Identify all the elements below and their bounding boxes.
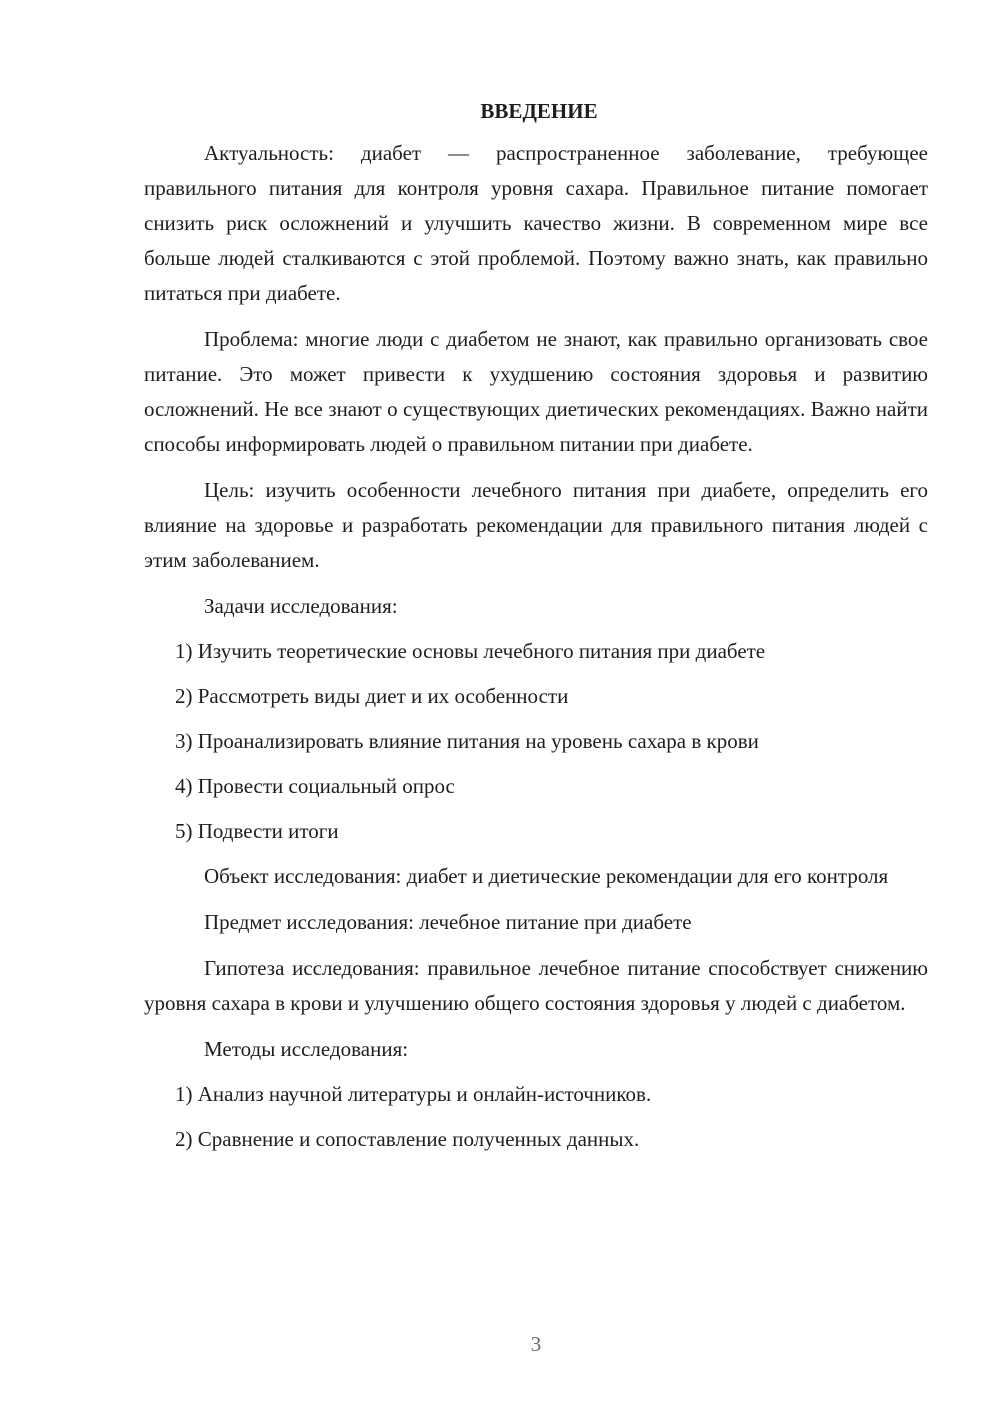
list-item: 1) Изучить теоретические основы лечебного питания при диабете (175, 639, 766, 663)
list-item: 3) Проанализировать влияние питания на уровень сахара в крови (175, 729, 759, 753)
list-item: 5) Подвести итоги (175, 819, 339, 843)
methods-heading: Методы исследования: (204, 1037, 409, 1061)
object-paragraph: Объект исследования: диабет и диетические рекомендации для его контроля (204, 864, 889, 888)
page-body (144, 94, 928, 1167)
page-number: 3 (530, 1332, 542, 1356)
tasks-heading: Задачи исследования: (204, 594, 398, 618)
list-item: 4) Провести социальный опрос (175, 774, 455, 798)
problem-paragraph: Проблема: многие люди с диабетом не знают, как правильно организовать свое питание. Это может привести к ухудшению состояния здоровья и развитию осложнений. Не все знают о существующих диетических рекомендациях. Важно найти способы информировать людей о правильном питании при диабете. (144, 327, 928, 456)
methods-list (144, 1077, 928, 1157)
list-item: 2) Сравнение и сопоставление полученных данных. (175, 1127, 640, 1151)
list-item: 1) Анализ научной литературы и онлайн-источников. (175, 1082, 652, 1106)
goal-paragraph: Цель: изучить особенности лечебного питания при диабете, определить его влияние на здоровье и разработать рекомендации для правильного питания людей с этим заболеванием. (144, 478, 928, 572)
hypothesis-paragraph: Гипотеза исследования: правильное лечебное питание способствует снижению уровня сахара в крови и улучшению общего состояния здоровья у людей с диабетом. (144, 956, 928, 1015)
list-item: 2) Рассмотреть виды диет и их особенности (175, 684, 569, 708)
page-title: ВВЕДЕНИЕ (480, 99, 598, 123)
actuality-paragraph: Актуальность: диабет — распространенное заболевание, требующее правильного питания для контроля уровня сахара. Правильное питание помогает снизить риск осложнений и улучшить качество жизни. В современном мире все больше людей сталкиваются с этой проблемой. Поэтому важно знать, как правильно питаться при диабете. (144, 141, 928, 305)
tasks-list (144, 634, 928, 849)
subject-paragraph: Предмет исследования: лечебное питание при диабете (204, 910, 692, 934)
